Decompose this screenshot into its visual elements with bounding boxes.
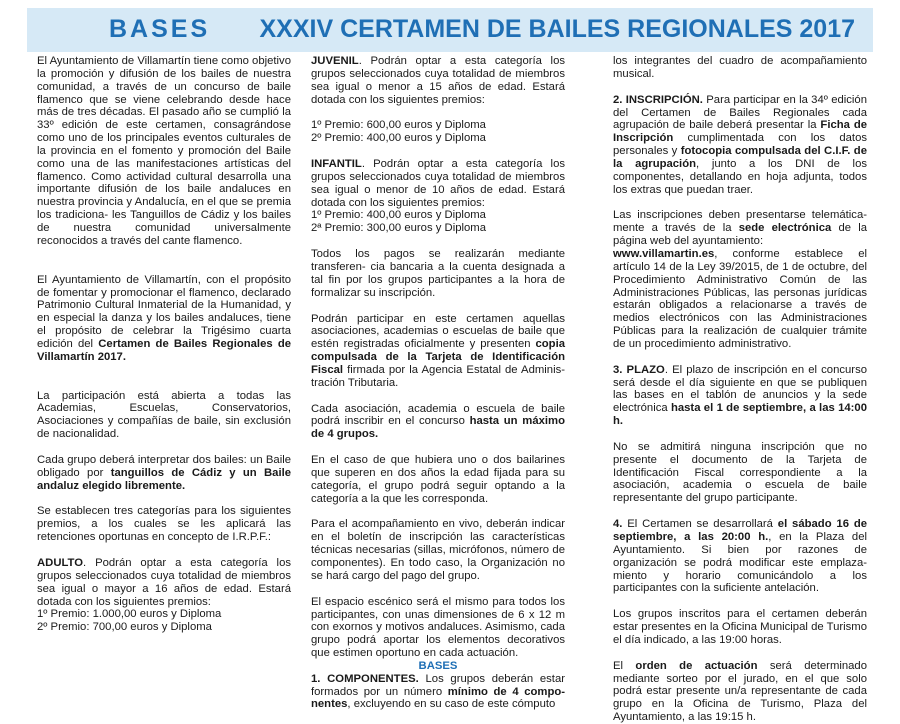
order-heading: orden de actuación bbox=[635, 659, 758, 672]
adult-text: . Podrán optar a esta categoría los grupos seleccionados cuya totalidad de miembros sea igual o mayor a 16 años de edad. Estará dotada con los siguientes premios: bbox=[37, 557, 291, 608]
arrival-paragraph: Los grupos inscritos para el certamen deberán estar presentes en la Oficina Municipal de Turismo el día indicado, a las 19:00 horas. bbox=[613, 608, 867, 646]
registration-heading: 2. INSCRIPCIÓN. bbox=[613, 93, 703, 106]
online-paragraph bbox=[613, 209, 867, 248]
infant-text: . Podrán optar a esta categoría los grupos seleccionados cuya totalidad de miembros sea igual o menor de 10 años de edad. Estará dotada con los siguientes premios: bbox=[311, 158, 565, 209]
e-office: sede electrónica bbox=[738, 222, 832, 235]
event-end: , en la Plaza del Ayuntamiento. Si bien por razones de organización se podrá modificar este emplaza- miento y horario comunicándolo a los participantes con la suficiente antelación. bbox=[613, 531, 867, 595]
column-3 bbox=[613, 55, 868, 724]
order-end: será determinado mediante sorteo por el jurado, en el que solo podrá estar presente un/a representante de cada grupo en la Oficina de Turismo, Plaza del Ayuntamiento, a las 19:15 h. bbox=[613, 659, 867, 724]
deadline-paragraph bbox=[613, 364, 867, 428]
column-2 bbox=[311, 55, 566, 711]
registration-end: , junto a los DNI de los componentes, detallando en hoja adjunta, todos los extras que puedan traer. bbox=[613, 157, 868, 196]
website-link[interactable]: www.villamartin.es bbox=[613, 247, 715, 260]
juvenile-prize-1: 1º Premio: 600,00 euros y Diploma bbox=[311, 119, 486, 132]
infant-heading: INFANTIL bbox=[311, 158, 362, 171]
event-paragraph bbox=[613, 518, 867, 595]
page-title: XXXIV CERTAMEN DE BAILES REGIONALES 2017 bbox=[259, 15, 855, 43]
dances-text: Cada grupo deberá interpretar dos bailes: un Baile obligado por bbox=[37, 453, 291, 479]
event-date: el sábado 16 de septiembre, a las 20:00 h. bbox=[613, 518, 868, 543]
components-end: , excluyendo en su caso de este cómputo bbox=[347, 698, 556, 711]
participation-paragraph: La participación está abierta a todas las Academias, Escuelas, Conservatorios, Asociaciones y compañías de baile, sin exclusión de nacionalidad. bbox=[37, 389, 291, 441]
eligibility-end: firmada por la Agencia Estatal de Adminis- tración Tributaria. bbox=[311, 363, 565, 389]
header-banner bbox=[27, 8, 873, 52]
age-exception-paragraph: En el caso de que hubiera uno o dos bailarines que superen en dos años la edad fijada para su categoría, el grupo podrá seguir optando a la categoría a la que les corresponda. bbox=[311, 454, 565, 505]
eligibility-text: Podrán participar en este certamen aquellas asociaciones, academias o escuelas de baile que estén registradas oficialmente y presenten bbox=[311, 312, 565, 351]
registration-text: Para participar en la 34º edición del Certamen de Bailes Regionales cada agrupación de baile deberá presentar la bbox=[613, 93, 867, 132]
dances-required: tanguillos de Cádiz y un Baile andaluz elegido libremente. bbox=[37, 466, 292, 492]
order-text: El bbox=[613, 659, 636, 672]
categories-paragraph: Se establecen tres categorías para los siguientes premios, a los cuales se les aplicará las retenciones oportunas en concepto de I.R.P.F.: bbox=[37, 505, 291, 544]
bases-subheading: BASES bbox=[418, 659, 458, 672]
purpose-text: El Ayuntamiento de Villamartín, con el propósito de fomentar y promocionar el flamenco, declarado Patrimonio Cultural Inmaterial de la Humanidad, y en especial la danza y los bailes andaluces, tiene el propósito de celebrar la Trigésimo cuarta edición del bbox=[37, 273, 291, 350]
event-text: El Certamen se desarrollará bbox=[622, 518, 778, 531]
juvenile-prize-2: 2º Premio: 400,00 euros y Diploma bbox=[311, 132, 486, 145]
adult-prize-2: 2º Premio: 700,00 euros y Diploma bbox=[37, 621, 212, 634]
adult-prize-1: 1º Premio: 1.000,00 euros y Diploma bbox=[37, 608, 222, 621]
deadline-date: hasta el 1 de septiembre, a las 14:00 h. bbox=[613, 402, 867, 428]
payments-paragraph: Todos los pagos se realizarán mediante transferen- cia bancaria a la cuenta designada a tal fin por los grupos participantes a la hora de formalizar su inscripción. bbox=[311, 248, 565, 299]
event-name: Certamen de Bailes Regionales de Villamartín 2017. bbox=[37, 337, 292, 363]
tax-id-requirement: copia compulsada de la Tarjeta de Identificación Fiscal bbox=[311, 338, 565, 376]
components-continued: los integrantes del cuadro de acompañamiento musical. bbox=[613, 55, 867, 80]
components-text: Los grupos deberán estar formados por un número bbox=[311, 672, 565, 698]
rejection-paragraph: No se admitirá ninguna inscripción que no presente el documento de la Tarjeta de Identificación Fiscal correspondiente a la asociación, academia o escuela de baile representante del grupo participante. bbox=[613, 440, 867, 505]
max-groups-limit: hasta un máximo de 4 grupos. bbox=[311, 415, 565, 441]
section-label: BASES bbox=[109, 15, 211, 43]
juvenile-text: . Podrán optar a esta categoría los grupos seleccionados cuya totalidad de miembros sea igual o menor a 15 años de edad. Estará dotada con los siguientes premios: bbox=[311, 55, 565, 106]
components-paragraph bbox=[311, 673, 565, 712]
registration-paragraph bbox=[613, 94, 867, 197]
dances-paragraph bbox=[37, 454, 291, 493]
online-text: Las inscripciones deben presentarse telemática- mente a través de la bbox=[613, 209, 867, 235]
adult-category bbox=[37, 557, 291, 608]
intro-paragraph: El Ayuntamiento de Villamartín tiene como objetivo la promoción y difusión de los bailes de nuestra comunidad, a través de un concurso de baile flamenco que se viene celebrando desde hace más de tres décadas. El pasado año se cumplió la 33º edición de este certamen, consagrándose como uno de los principales eventos culturales de la provincia en el fomento y promoción del Baile como una de las manifestaciones artísticas del flamenco. Como actividad cultural desarrolla una importante difusión de los baile andaluces en nuestra provincia y Andalucía, en el que se premia los tradiciona- les Tanguillos de Cádiz y los bailes de nuestra comunidad universalmente reconocidos a través del cante flamenco. bbox=[37, 55, 291, 247]
components-heading: 1. COMPONENTES. bbox=[311, 672, 419, 685]
juvenile-category bbox=[311, 55, 565, 106]
cif-copy: fotocopia compulsada del C.I.F. de la agrupación bbox=[613, 145, 867, 170]
juvenile-heading: JUVENIL bbox=[311, 55, 359, 67]
infant-category bbox=[311, 158, 565, 209]
purpose-paragraph bbox=[37, 274, 291, 364]
components-minimum: mínimo de 4 compo- nentes bbox=[311, 685, 566, 711]
column-1 bbox=[37, 55, 291, 633]
event-number: 4. bbox=[613, 518, 623, 531]
law-text: , conforme establece el artículo 14 de la Ley 39/2015, de 1 de octubre, del Procedimiento Administrativo Común de las Administraciones Públicas, las personas jurídicas estarán obligados a relacionarse a través de medios electrónicos con las Administraciones Públicas para la realización de cualquier trámite de un procedimiento administrativo. bbox=[613, 247, 867, 350]
max-groups-paragraph bbox=[311, 403, 565, 442]
order-paragraph bbox=[613, 660, 867, 724]
infant-prize-1: 1º Premio: 400,00 euros y Diploma bbox=[311, 209, 486, 222]
adult-heading: ADULTO bbox=[37, 557, 84, 569]
eligibility-paragraph bbox=[311, 313, 565, 390]
infant-prize-2: 2ª Premio: 300,00 euros y Diploma bbox=[311, 222, 486, 235]
registration-mid: cumplimentada con los datos personales y bbox=[613, 132, 867, 158]
max-groups-text: Cada asociación, academia o escuela de baile podrá inscribir en el concurso bbox=[311, 402, 565, 428]
online-mid: de la página web del ayuntamiento: bbox=[613, 222, 867, 248]
deadline-text: . El plazo de inscripción en el concurso será desde el día siguiente en que se publiquen las bases en el tablón de anuncios y la sede electrónica bbox=[613, 363, 867, 415]
deadline-heading: 3. PLAZO bbox=[613, 363, 665, 376]
website-paragraph bbox=[613, 248, 867, 351]
stage-paragraph: El espacio escénico será el mismo para todos los participantes, con unas dimensiones de 6 x 12 m con exornos y motivos andaluces. Asimismo, cada grupo podrá aportar los elementos decorativos que estimen oportuno en cada actuación. bbox=[311, 595, 565, 660]
live-music-paragraph: Para el acompañamiento en vivo, deberán indicar en el boletín de inscripción las características técnicas necesarias (sillas, micrófonos, número de componentes). En todo caso, la Organización no se hará cargo del pago del grupo. bbox=[311, 518, 565, 582]
registration-form: Ficha de Inscripción bbox=[613, 119, 868, 145]
